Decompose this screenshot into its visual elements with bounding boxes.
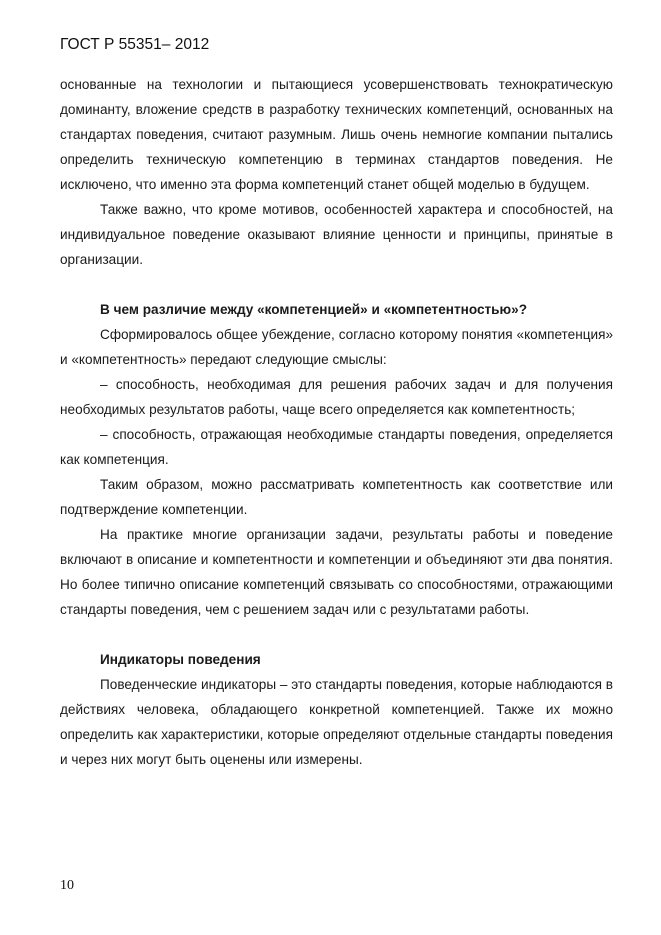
- spacer: [60, 272, 613, 297]
- paragraph: На практике многие организации задачи, результаты работы и поведение включают в описание и компетентности и компетенции и объединяют эти два понятия. Но более типично описание компетенций связывать со способностями, отражающими стандарты поведения, чем с решением задач или с результатами работы.: [60, 527, 613, 617]
- document-body: [60, 72, 613, 772]
- list-item: – способность, необходимая для решения рабочих задач и для получения необходимых результатов работы, чаще всего определяется как компетентность;: [60, 377, 613, 417]
- paragraph: Сформировалось общее убеждение, согласно которому понятия «компетенция» и «компетентность» передают следующие смыслы:: [60, 327, 613, 367]
- document-header: ГОСТ Р 55351– 2012: [60, 36, 210, 53]
- paragraph: Поведенческие индикаторы – это стандарты поведения, которые наблюдаются в действиях человека, обладающего конкретной компетенцией. Также их можно определить как характеристики, которые определяют отдельные стандарты поведения и через них могут быть оценены или измерены.: [60, 677, 613, 767]
- paragraph: Также важно, что кроме мотивов, особенностей характера и способностей, на индивидуальное поведение оказывают влияние ценности и принципы, принятые в организации.: [60, 202, 613, 267]
- paragraph: Таким образом, можно рассматривать компетентность как соответствие или подтверждение компетенции.: [60, 477, 613, 517]
- paragraph: основанные на технологии и пытающиеся усовершенствовать технократическую доминанту, вложение средств в разработку технических компетенций, основанных на стандартах поведения, считают разумным. Лишь очень немногие компании пытались определить техническую компетенцию в терминах стандартов поведения. Не исключено, что именно эта форма компетенций станет общей моделью в будущем.: [60, 77, 613, 192]
- section-heading: Индикаторы поведения: [100, 652, 261, 667]
- list-item: – способность, отражающая необходимые стандарты поведения, определяется как компетенция.: [60, 427, 613, 467]
- section-heading: В чем различие между «компетенцией» и «компетентностью»?: [100, 302, 528, 317]
- spacer: [60, 622, 613, 647]
- page-number: 10: [60, 878, 74, 893]
